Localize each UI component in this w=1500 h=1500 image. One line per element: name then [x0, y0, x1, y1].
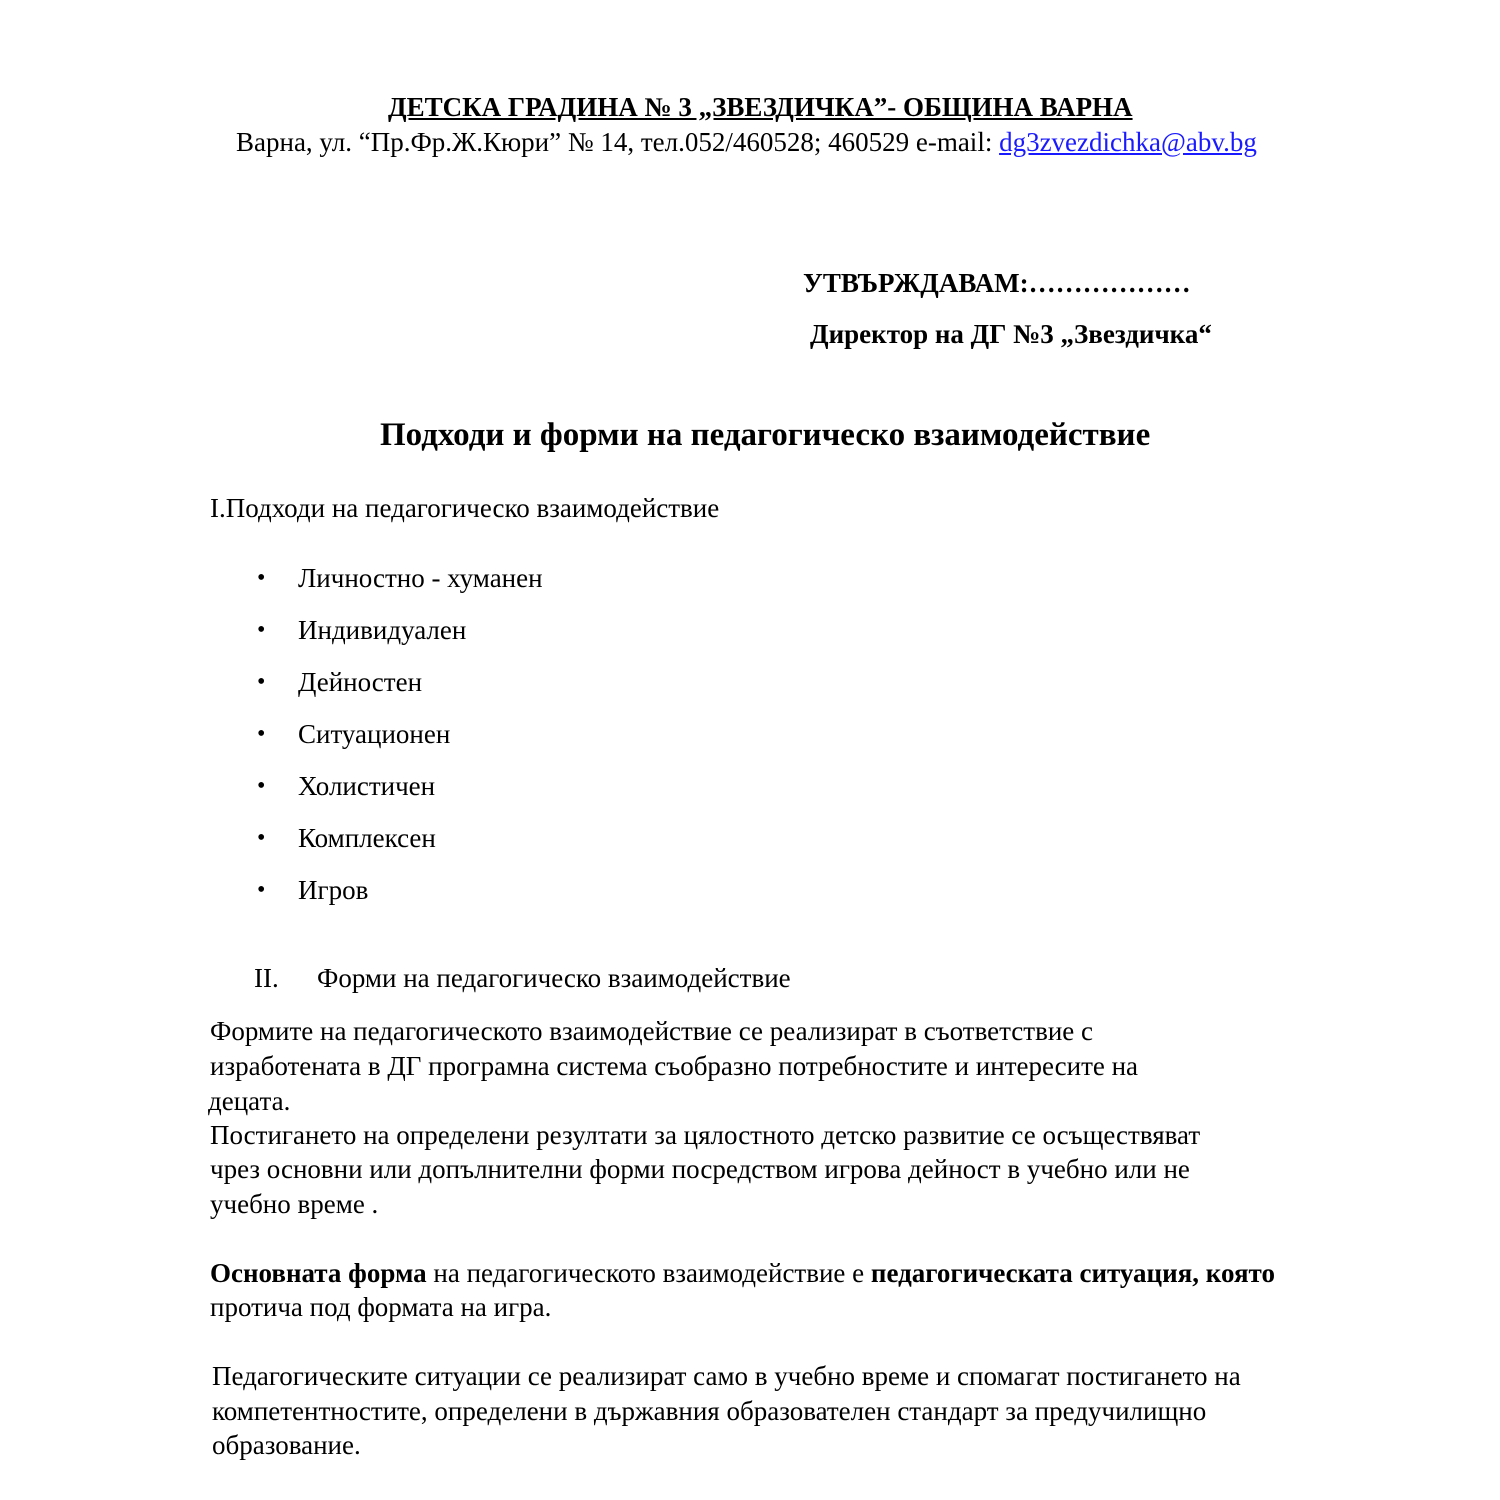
list-item: Комплексен — [298, 823, 436, 853]
org-header: ДЕТСКА ГРАДИНА № 3 „ЗВЕЗДИЧКА”- ОБЩИНА ВАРНА — [388, 92, 1133, 122]
email-link[interactable]: dg3zvezdichka@abv.bg — [999, 127, 1257, 157]
list-item: Холистичен — [298, 771, 436, 801]
approval-label: УТВЪРЖДАВАМ:……………… — [803, 268, 1191, 298]
para3-line: образование. — [212, 1430, 361, 1460]
bullet-icon: • — [257, 773, 266, 799]
list-item: Игров — [298, 875, 369, 905]
address-line — [236, 125, 1257, 159]
bullet-icon: • — [257, 669, 266, 695]
para2-line: протича под формата на игра. — [210, 1292, 552, 1322]
para1-line: Постигането на определени резултати за цялостното детско развитие се осъществяват — [210, 1120, 1201, 1150]
text: на педагогическото взаимодействие е — [426, 1258, 871, 1288]
para3-line: компетентностите, определени в държавния образователен стандарт за предучилищно — [212, 1396, 1207, 1426]
list-item: Дейностен — [298, 667, 423, 697]
bullet-icon: • — [257, 877, 266, 903]
bullet-icon: • — [257, 565, 266, 591]
bullet-icon: • — [257, 617, 266, 643]
para1-line: изработената в ДГ програмна система съобразно потребностите и интересите на — [210, 1051, 1139, 1081]
para3-line: Педагогическите ситуации се реализират само в учебно време и спомагат постигането на — [212, 1361, 1241, 1391]
para1-line: учебно време . — [210, 1189, 379, 1219]
bullet-icon: • — [257, 721, 266, 747]
para1-line: Формите на педагогическото взаимодействие се реализират в съответствие с — [210, 1016, 1093, 1046]
section2-number: II. — [254, 963, 279, 993]
bullet-icon: • — [257, 825, 266, 851]
section1-heading: I.Подходи на педагогическо взаимодействие — [210, 493, 720, 523]
director-label: Директор на ДГ №3 „Звездичка“ — [810, 319, 1212, 349]
para1-line: децата. — [208, 1086, 291, 1116]
address-text: Варна, ул. “Пр.Фр.Ж.Кюри” № 14, тел.052/460528; 460529 e-mail: — [236, 127, 1000, 157]
bold-text: Основната форма — [210, 1258, 427, 1288]
para1-line: чрез основни или допълнителни форми посредством игрова дейност в учебно или не — [210, 1154, 1190, 1184]
section2-heading: Форми на педагогическо взаимодействие — [317, 963, 791, 993]
para2-line — [210, 1256, 1275, 1290]
list-item: Ситуационен — [298, 719, 451, 749]
list-item: Индивидуален — [298, 615, 467, 645]
list-item: Личностно - хуманен — [298, 563, 543, 593]
bold-text: педагогическата ситуация, която — [870, 1258, 1275, 1288]
page-title: Подходи и форми на педагогическо взаимодействие — [380, 417, 1151, 453]
